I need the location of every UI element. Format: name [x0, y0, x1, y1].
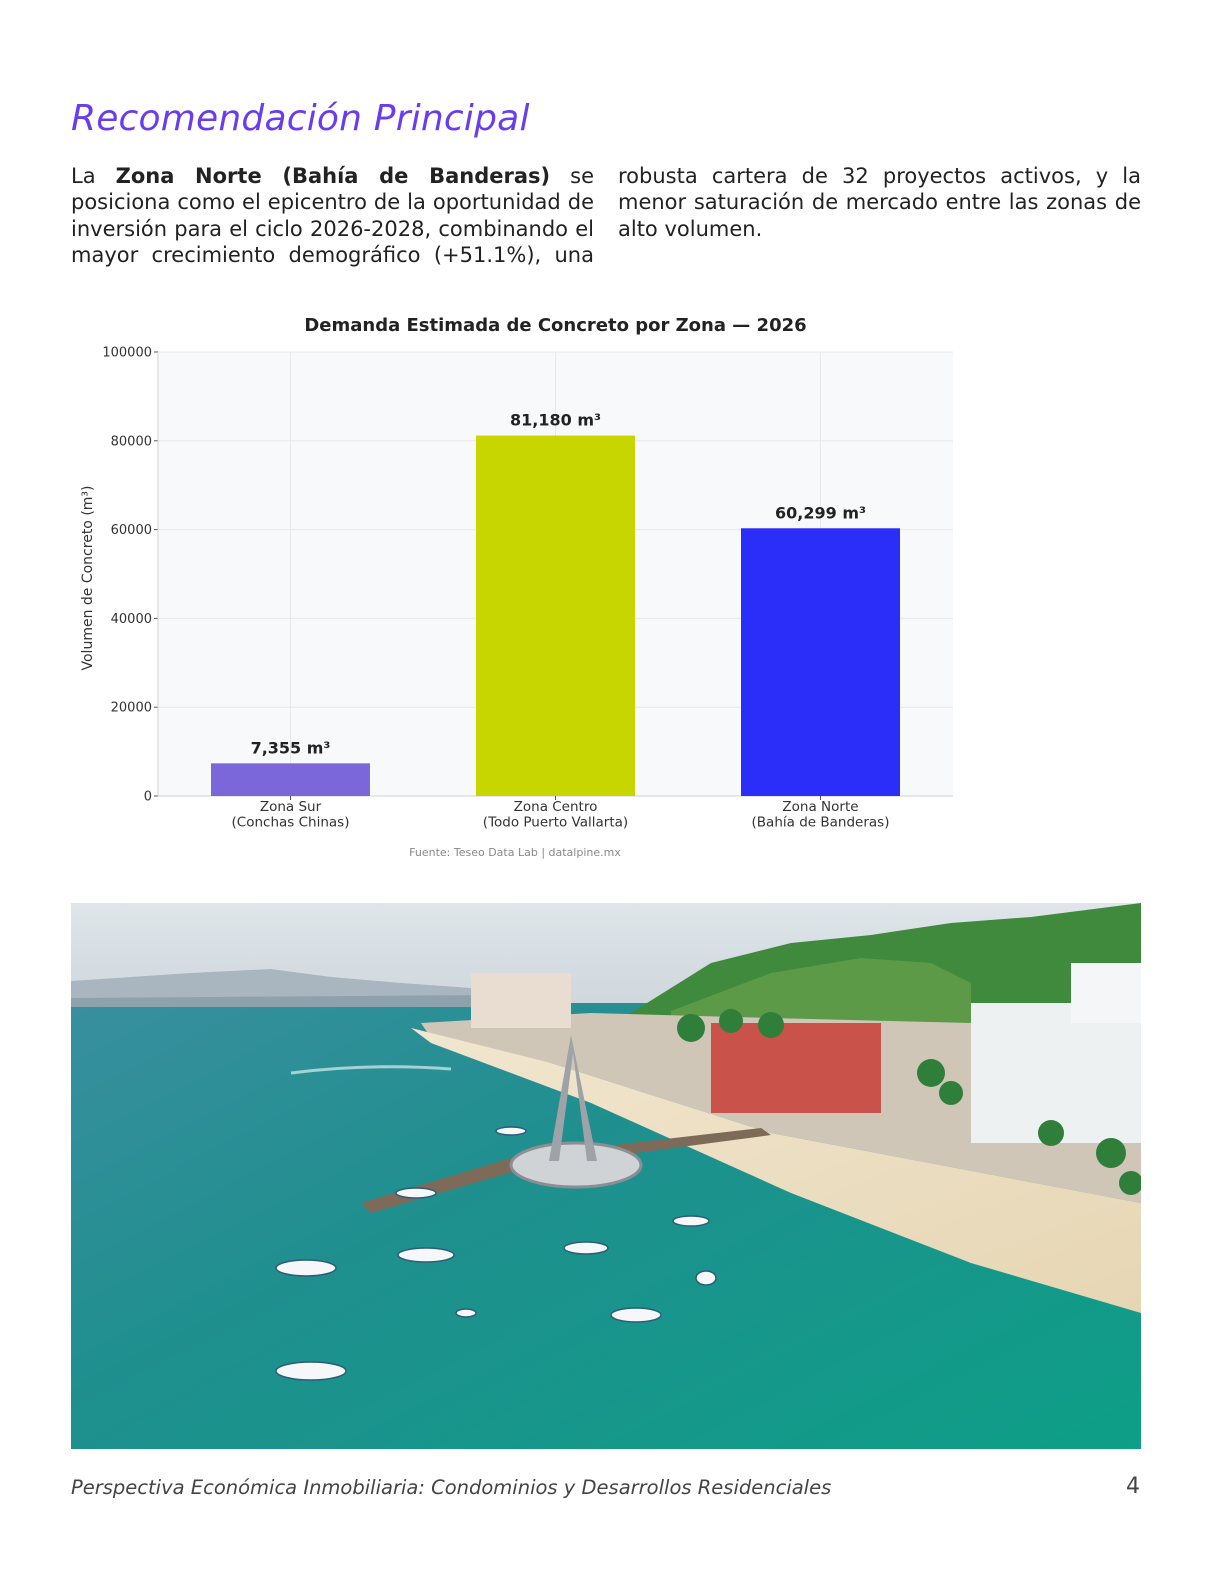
intro-rest: se posiciona como el epicentro de la oportunidad de inversión para el ciclo 2026-2028, combinando el mayor crecimiento demográfico (+51.1%), una robusta cartera de 32 proyectos activos, y la menor saturación de mercado entre las zonas de alto volumen.	[71, 164, 1141, 267]
bar-value-label: 81,180 m³	[510, 410, 601, 430]
x-tick-label: Zona Centro	[513, 799, 598, 815]
bar-chart-svg	[71, 305, 971, 865]
beach-aerial-photo	[71, 903, 1141, 1449]
bar-value-label: 60,299 m³	[775, 503, 866, 523]
y-tick-label: 80000	[110, 434, 152, 450]
y-axis-label: Volumen de Concreto (m³)	[80, 485, 96, 671]
page-number: 4	[1126, 1474, 1140, 1499]
x-tick-label: (Bahía de Banderas)	[751, 814, 890, 831]
y-tick-label: 20000	[110, 700, 152, 716]
x-tick-label: Zona Sur	[259, 799, 322, 815]
x-tick-label: (Conchas Chinas)	[231, 814, 350, 831]
section-heading: Recomendación Principal	[71, 98, 530, 139]
intro-prefix: La	[71, 164, 116, 188]
hotel-tower-left	[471, 973, 571, 1028]
chart-source-note: Fuente: Teseo Data Lab | datalpine.mx	[409, 846, 621, 859]
x-tick-label: Zona Norte	[782, 799, 859, 815]
footer-document-title: Perspectiva Económica Inmobiliaria: Condominios y Desarrollos Residenciales	[71, 1476, 832, 1499]
y-tick-label: 60000	[110, 523, 152, 539]
bar	[211, 763, 370, 796]
y-tick-label: 40000	[110, 611, 152, 627]
y-tick-label: 0	[143, 789, 152, 805]
bar	[741, 528, 900, 796]
intro-text	[71, 163, 1141, 268]
bar	[476, 436, 635, 796]
x-tick-label: (Todo Puerto Vallarta)	[482, 814, 629, 831]
y-tick-label: 100000	[102, 345, 152, 361]
white-hotel-top	[1071, 963, 1141, 1023]
beach-aerial-illustration	[71, 903, 1141, 1449]
chart-title: Demanda Estimada de Concreto por Zona — 2026	[304, 315, 807, 336]
intro-paragraph	[71, 163, 1141, 268]
red-roof-hotel	[711, 1023, 881, 1113]
intro-highlight: Zona Norte (Bahía de Banderas)	[115, 164, 551, 188]
concrete-demand-chart	[71, 305, 971, 865]
bar-value-label: 7,355 m³	[250, 738, 331, 758]
